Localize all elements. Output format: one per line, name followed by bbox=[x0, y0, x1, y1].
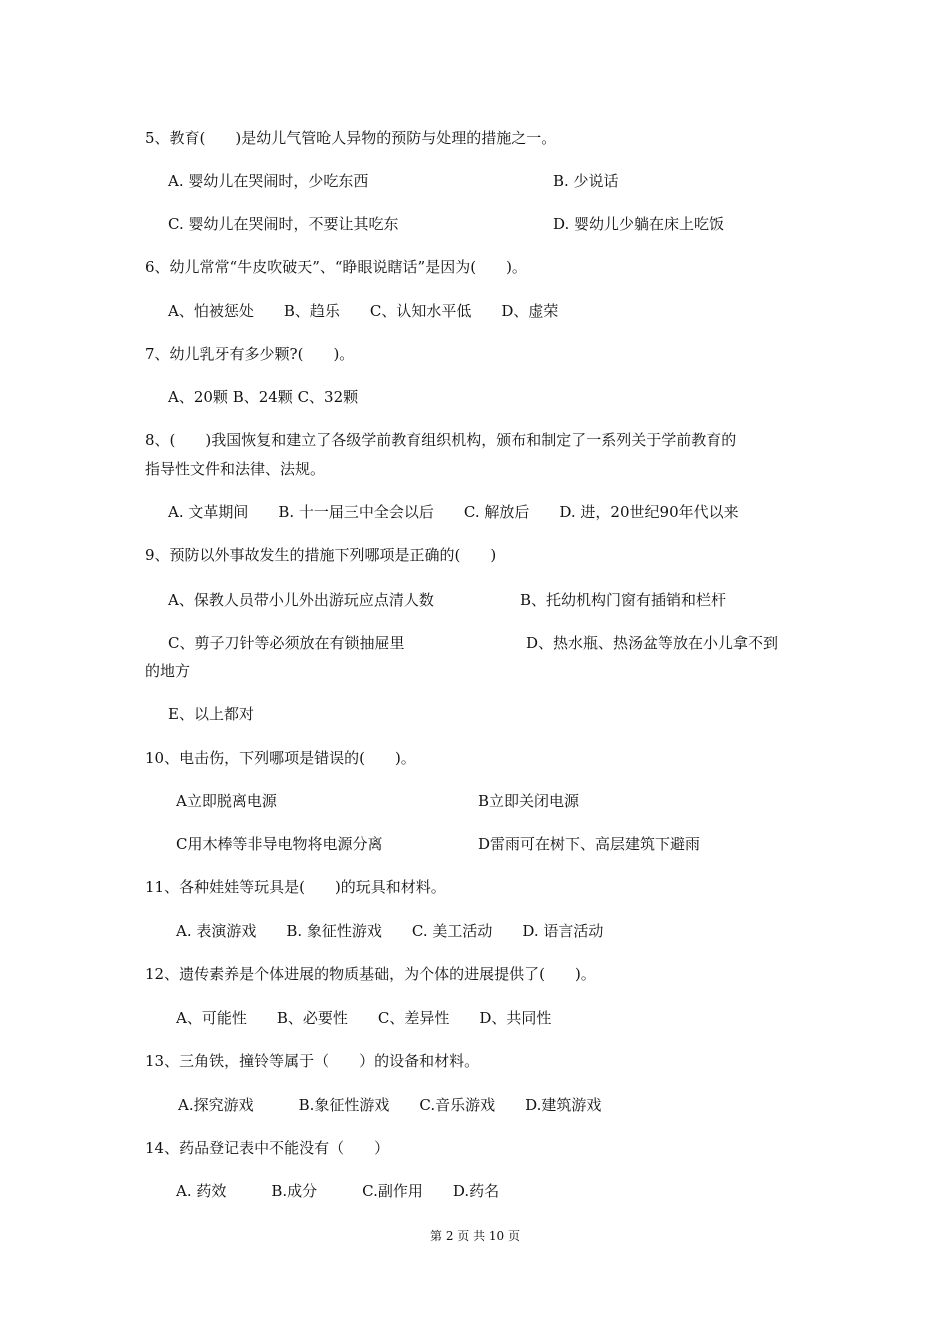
page-number-footer: 第 2 页 共 10 页 bbox=[430, 1229, 520, 1243]
question-11-stem: 11、各种娃娃等玩具是( )的玩具和材料。 bbox=[145, 878, 446, 896]
question-10-option-c: C用木棒等非导电物将电源分离 bbox=[176, 835, 383, 853]
question-13-stem: 13、三角铁，撞铃等属于（ ）的设备和材料。 bbox=[145, 1052, 480, 1070]
question-8-options: A. 文革期间 B. 十一届三中全会以后 C. 解放后 D. 进，20世纪90年代以来 bbox=[168, 503, 739, 521]
question-12-options: A、可能性 B、必要性 C、差异性 D、共同性 bbox=[176, 1009, 552, 1027]
question-5-option-c: C. 婴幼儿在哭闹时，不要让其吃东 bbox=[168, 215, 399, 233]
question-5-stem: 5、教育( )是幼儿气管呛人异物的预防与处理的措施之一。 bbox=[145, 129, 557, 147]
question-5-option-a: A. 婴幼儿在哭闹时，少吃东西 bbox=[168, 172, 369, 190]
question-11-options: A. 表演游戏 B. 象征性游戏 C. 美工活动 D. 语言活动 bbox=[176, 922, 604, 940]
question-10-stem: 10、电击伤，下列哪项是错误的( )。 bbox=[145, 749, 416, 767]
question-13-options: A.探究游戏 B.象征性游戏 C.音乐游戏 D.建筑游戏 bbox=[178, 1096, 602, 1114]
question-9-option-a: A、保教人员带小儿外出游玩应点清人数 bbox=[168, 591, 434, 609]
question-10-option-b: B立即关闭电源 bbox=[478, 792, 580, 810]
question-9-option-d: D、热水瓶、热汤盆等放在小儿拿不到 bbox=[526, 634, 779, 652]
question-9-stem: 9、预防以外事故发生的措施下列哪项是正确的( ) bbox=[145, 546, 497, 564]
question-7-options: A、20颗 B、24颗 C、32颗 bbox=[168, 388, 359, 406]
question-9-option-b: B、托幼机构门窗有插销和栏杆 bbox=[520, 591, 727, 609]
question-14-stem: 14、药品登记表中不能没有（ ） bbox=[145, 1139, 390, 1157]
question-5-option-d: D. 婴幼儿少躺在床上吃饭 bbox=[553, 215, 725, 233]
question-5-option-b: B. 少说话 bbox=[553, 172, 619, 190]
question-14-options: A. 药效 B.成分 C.副作用 D.药名 bbox=[176, 1182, 500, 1200]
question-6-options: A、怕被惩处 B、趋乐 C、认知水平低 D、虚荣 bbox=[168, 302, 559, 320]
question-10-option-a: A立即脱离电源 bbox=[176, 792, 277, 810]
question-8-stem-line-1: 8、( )我国恢复和建立了各级学前教育组织机构，颁布和制定了一系列关于学前教育的 bbox=[145, 431, 737, 449]
question-10-option-d: D雷雨可在树下、高层建筑下避雨 bbox=[478, 835, 701, 853]
question-9-option-d-cont: 的地方 bbox=[145, 662, 191, 680]
question-9-option-c: C、剪子刀针等必须放在有锁抽屉里 bbox=[168, 634, 405, 652]
question-6-stem: 6、幼儿常常“牛皮吹破天”、“睁眼说瞎话”是因为( )。 bbox=[145, 258, 527, 276]
question-9-option-e: E、以上都对 bbox=[168, 705, 254, 723]
question-7-stem: 7、幼儿乳牙有多少颗?( )。 bbox=[145, 345, 355, 363]
question-8-stem-line-2: 指导性文件和法律、法规。 bbox=[145, 460, 326, 478]
question-12-stem: 12、遗传素养是个体进展的物质基础，为个体的进展提供了( )。 bbox=[145, 965, 596, 983]
